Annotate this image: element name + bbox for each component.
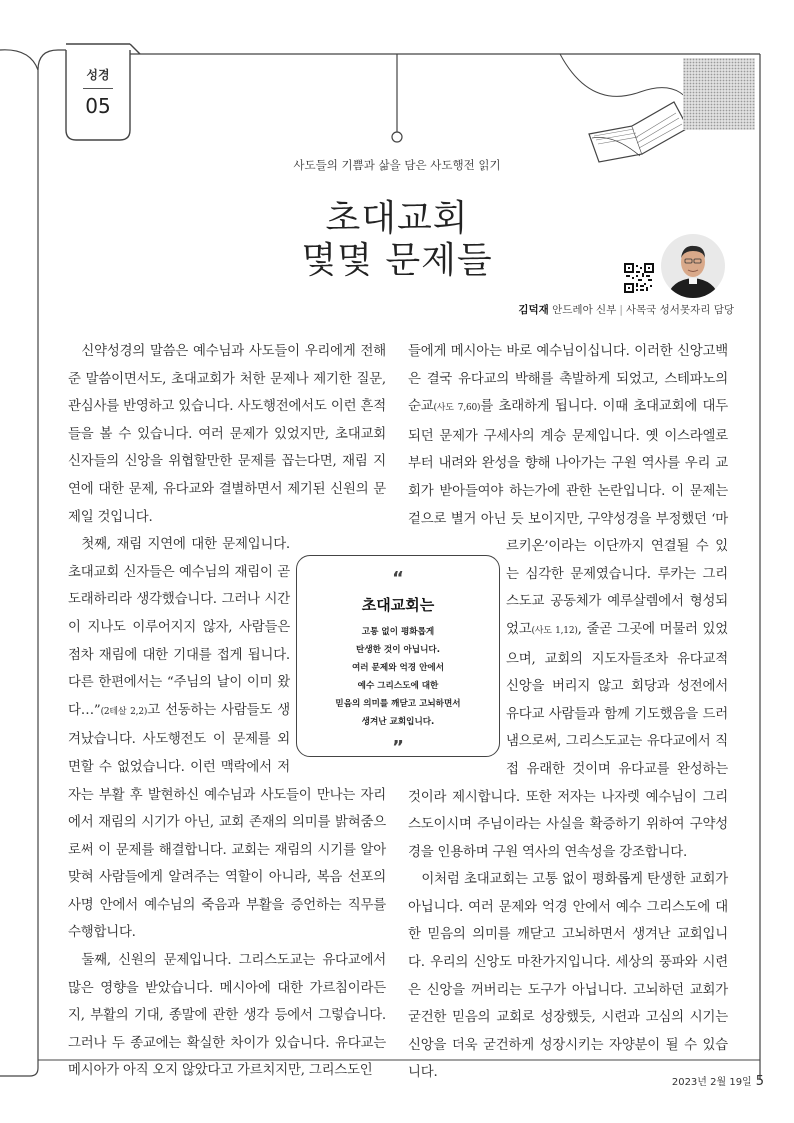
paragraph-text: 고 선동하는 사람들도 생겨났습니다. 사도행전도 이 문제를 외면할 수 없었습니다. 이런 맥락에서 저자는 부활 후 발현하신 예수님과 사도들이 만나는 자리에서 재림의 시기가 아닌, 교회 존재의 의미를 밝혀줌으로써 이 문제를 해결합니다. 교회는 재림의 시기를 알아맞혀 사람들에게 알려주는 역할이 아니라, 복음 선포의 사명 안에서 예수님의 죽음과 부활을 증언하는 직무를 수행합니다. — [68, 702, 386, 941]
pull-quote-line: 믿음의 의미를 깨닫고 고뇌하면서 — [335, 699, 461, 709]
pull-quote-line: 생겨난 교회입니다. — [361, 717, 435, 727]
pull-quote-heading: 초대교회는 — [361, 596, 435, 614]
title-line-2: 몇몇 문제들 — [301, 240, 493, 281]
pull-quote-line: 예수 그리스도에 대한 — [357, 681, 439, 691]
pull-quote-line: 탄생한 것이 아닙니다. — [356, 645, 440, 655]
scripture-reference: (사도 7,60) — [433, 403, 481, 414]
open-book-icon — [584, 96, 694, 166]
section-number: 05 — [85, 94, 111, 118]
page-number: 5 — [755, 1074, 764, 1089]
pull-quote-line: 고통 없이 평화롭게 — [361, 627, 435, 637]
close-quote-mark: ” — [392, 737, 404, 758]
paragraph-text: 첫째, 재림 지연에 대한 문제입니다. 초대교회 신자들은 예수님의 재림이 곧 도래하리라 생각했습니다. 그러나 시간이 지나도 이루어지지 않자, 사람들은 점차 재림에 대한 기대를 접게 됩니다. 다른 한편에서는 “주님의 날이 이미 왔다…” — [68, 537, 290, 718]
paragraph-text: 둘째, 신원의 문제입니다. 그리스도교는 유다교에서 많은 영향을 받았습니다. 메시아에 대한 가르침이라든지, 부활의 기대, 종말에 관한 생각 등에서 그렇습니다. 그러나 두 종교에는 확실한 차이가 있습니다. 유다교는 메시아가 아직 오지 않았다고 가르치지만, 그리스도인 — [68, 953, 386, 1079]
scripture-reference: (사도 1,12) — [531, 625, 578, 636]
pull-quote-line: 여러 문제와 억경 안에서 — [352, 663, 444, 673]
halftone-pattern — [683, 58, 755, 130]
author-affiliation: 사목국 성서못자리 담당 — [625, 304, 734, 316]
paragraph-text: 들에게 메시아는 바로 예수님이십니다. 이러한 신앙고백은 결국 유다교의 박해를 촉발하게 되었고, 스테파노의 순교 — [408, 344, 728, 415]
series-subtitle: 사도들의 기쁨과 삶을 담은 사도행전 읽기 — [293, 158, 501, 172]
page-footer — [672, 1073, 764, 1089]
open-quote-mark: “ — [392, 568, 404, 589]
title-line-1: 초대교회 — [325, 198, 469, 239]
tab-divider — [83, 88, 113, 89]
paragraph-text: 신약성경의 말씀은 예수님과 사도들이 우리에게 전해준 말씀이면서도, 초대교회가 처한 문제나 제기한 질문, 관심사를 반영하고 있습니다. 사도행전에서도 이런 흔적들을 볼 수 있습니다. 여러 문제가 있었지만, 초대교회 신자들의 신앙을 위협할만한 문제를 꼽는다면, 재림 지연에 대한 문제, 유다교와 결별하면서 제기된 신원의 문제일 것입니다. — [68, 344, 386, 525]
paragraph — [68, 947, 386, 1085]
paragraph — [68, 338, 386, 531]
byline-separator: | — [619, 304, 623, 316]
body-column-right — [408, 338, 728, 1087]
issue-date: 2023년 2월 19일 — [671, 1077, 752, 1088]
author-name: 김덕재 — [518, 304, 549, 316]
paragraph-text: 를 초래하게 됩니다. 이때 초대교회에 대두되던 문제가 구세사의 계승 문제입니다. 옛 이스라엘로부터 내려와 완성을 향해 나아가는 구원 역사를 우리 교회가 받아들여야 하는가에 관한 논란입니다. 이 문제는 겉으로 별거 아닌 듯 보이지만, 구약성경을 부정했던 ‘마르키온’이라는 이단까지 연결될 수 있는 심각한 문제였습니다. 루카는 그리스도교 공동체가 예루살렘에서 형성되었고 — [408, 399, 728, 637]
pull-quote-gap — [408, 545, 506, 757]
paragraph-text: , 줄곧 그곳에 머물러 있었으며, 교회의 지도자들조차 유다교적 신앙을 버리지 않고 회당과 성전에서 유다교 사람들과 함께 기도했음을 드러냄으로써, 그리스도교는 유다교에서 직접 유래한 것이며 유다교를 완성하는 것이라 제시합니다. 또한 저자는 나자렛 예수님이 그리스도이시며 주님이라는 사실을 확증하기 위하여 구약성경을 인용하며 구원 역사의 연속성을 강조합니다. — [408, 621, 728, 860]
section-category: 성경 — [86, 68, 110, 82]
paragraph-text: 이처럼 초대교회는 고통 없이 평화롭게 탄생한 교회가 아닙니다. 여러 문제와 억경 안에서 예수 그리스도에 대한 믿음의 의미를 깨닫고 고뇌하면서 생겨난 교회입니다. 우리의 신앙도 마찬가지입니다. 세상의 풍파와 시련은 신앙을 꺼버리는 도구가 아닙니다. 고뇌하던 교회가 굳건한 믿음의 교회로 성장했듯, 시련과 고심의 시기는 신앙을 더욱 굳건하게 성장시키는 자양분이 될 수 있습니다. — [408, 872, 728, 1081]
author-byline — [518, 302, 734, 317]
author-photo — [661, 234, 725, 298]
paragraph — [408, 866, 728, 1087]
qr-code[interactable] — [624, 263, 654, 293]
author-role: 안드레아 신부 — [552, 304, 617, 316]
scripture-reference: (2테살 2,2) — [100, 706, 148, 717]
